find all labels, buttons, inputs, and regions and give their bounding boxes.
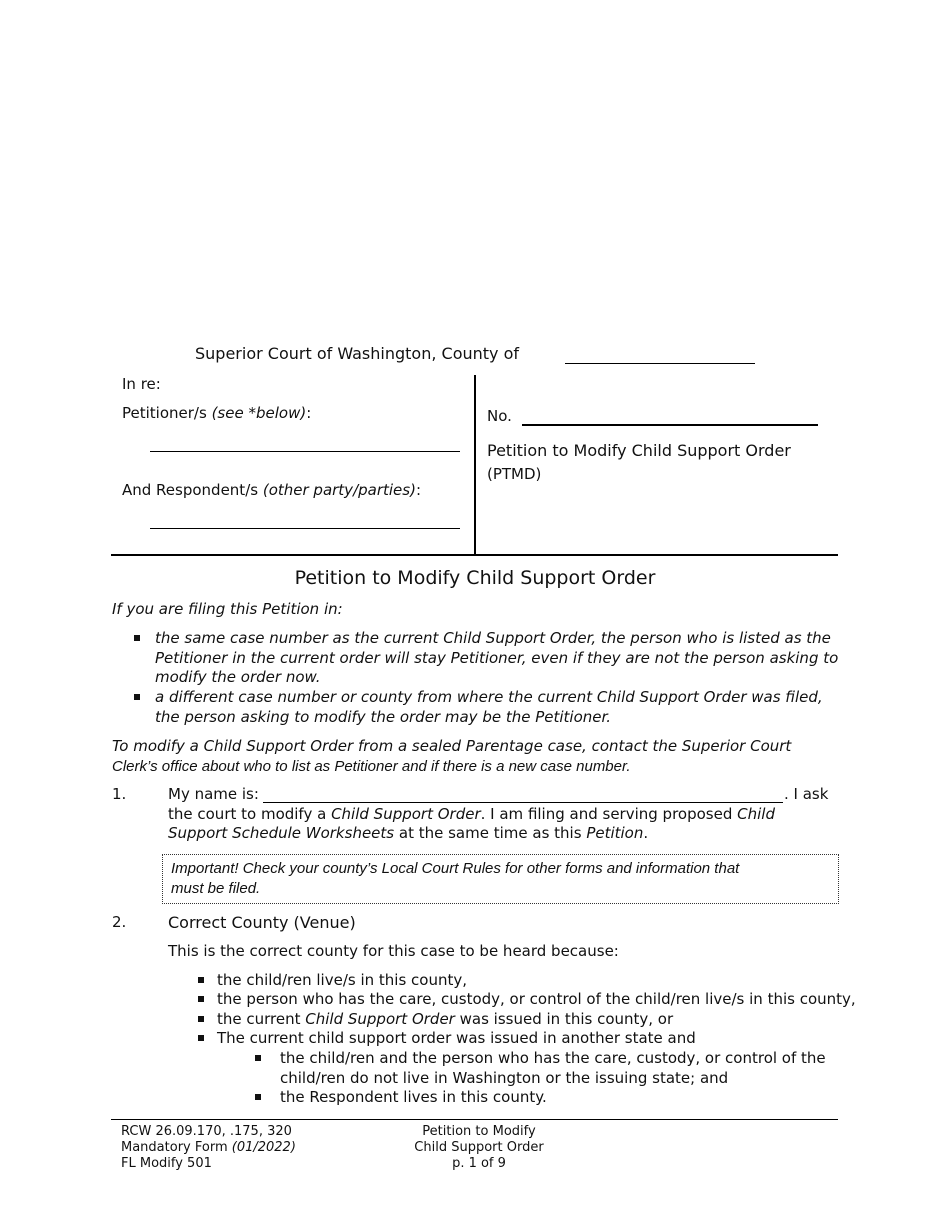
- bullet-square: [255, 1055, 261, 1061]
- venue-bullet-2: the person who has the care, custody, or control of the child/ren live/s in this county,: [217, 990, 856, 1008]
- name-label: My name is:: [168, 785, 259, 803]
- bullet-square: [198, 1016, 204, 1022]
- footer-rule: [111, 1119, 838, 1120]
- footer-page-number: p. 1 of 9: [452, 1156, 506, 1171]
- venue-lead: This is the correct county for this case to be heard because:: [168, 942, 619, 960]
- petitioner-name-field[interactable]: [150, 451, 460, 452]
- respondent-name-field[interactable]: [150, 528, 460, 529]
- venue-bullet-1: the child/ren live/s in this county,: [217, 971, 468, 989]
- bullet-square: [134, 635, 140, 641]
- bullet-square: [198, 1035, 204, 1041]
- footer-rcw: RCW 26.09.170, .175, 320: [121, 1124, 292, 1139]
- section-2-heading: Correct County (Venue): [168, 913, 356, 932]
- caption-bottom-rule: [111, 554, 838, 556]
- venue-sub-bullet-2: the Respondent lives in this county.: [280, 1088, 547, 1106]
- bullet-square: [255, 1094, 261, 1100]
- section-1-line-3: Support Schedule Worksheets at the same time as this Petition.: [168, 824, 649, 842]
- case-number-field[interactable]: [522, 424, 818, 426]
- important-notice-text: Important! Check your county’s Local Court Rules for other forms and information that must be filed.: [171, 860, 740, 897]
- section-2-number: 2.: [112, 913, 127, 931]
- bullet-square: [198, 996, 204, 1002]
- caption-doc-title: Petition to Modify Child Support Order: [487, 441, 791, 460]
- caption-divider: [474, 375, 476, 555]
- footer-center: Petition to Modify Child Support Order p. 1 of 9: [379, 1124, 579, 1172]
- intro-bullet-2: a different case number or county from where the current Child Support Order was filed, the person asking to modify the order may be the Petitioner.: [155, 688, 823, 726]
- venue-bullet-4: The current child support order was issued in another state and: [217, 1029, 696, 1047]
- case-number-label: No.: [487, 407, 512, 425]
- footer-left: [121, 1124, 296, 1172]
- sealed-note: To modify a Child Support Order from a sealed Parentage case, contact the Superior Court Clerk’s office about who to list as Petitioner and if there is a new case number.: [112, 737, 792, 775]
- caption-doc-code: (PTMD): [487, 465, 542, 483]
- intro-bullet-1: the same case number as the current Child Support Order, the person who is listed as the Petitioner in the current order will stay Petitioner, even if they are not the person asking to modify the order now.: [155, 629, 839, 686]
- intro-lead: If you are filing this Petition in:: [112, 600, 343, 618]
- venue-sub-bullet-1: the child/ren and the person who has the care, custody, or control of the child/ren do not live in Washington or the issuing state; and: [280, 1049, 826, 1087]
- section-1-line-2: the court to modify a Child Support Order. I am filing and serving proposed Child: [168, 805, 775, 823]
- name-ask-text: . I ask: [784, 785, 829, 803]
- name-field[interactable]: [263, 802, 783, 803]
- respondent-label: And Respondent/s (other party/parties):: [122, 481, 422, 499]
- bullet-square: [198, 977, 204, 983]
- petitioner-label: Petitioner/s (see *below):: [122, 404, 312, 422]
- in-re-label: In re:: [122, 375, 161, 393]
- court-title: Superior Court of Washington, County of: [195, 344, 520, 363]
- section-1-number: 1.: [112, 785, 127, 803]
- bullet-square: [134, 694, 140, 700]
- venue-bullet-3: the current Child Support Order was issued in this county, or: [217, 1010, 674, 1028]
- page-title: Petition to Modify Child Support Order: [294, 567, 656, 589]
- footer-form-id: FL Modify 501: [121, 1156, 212, 1171]
- footer-form-type: Mandatory Form (01/2022): [121, 1140, 296, 1155]
- county-field[interactable]: [565, 363, 755, 364]
